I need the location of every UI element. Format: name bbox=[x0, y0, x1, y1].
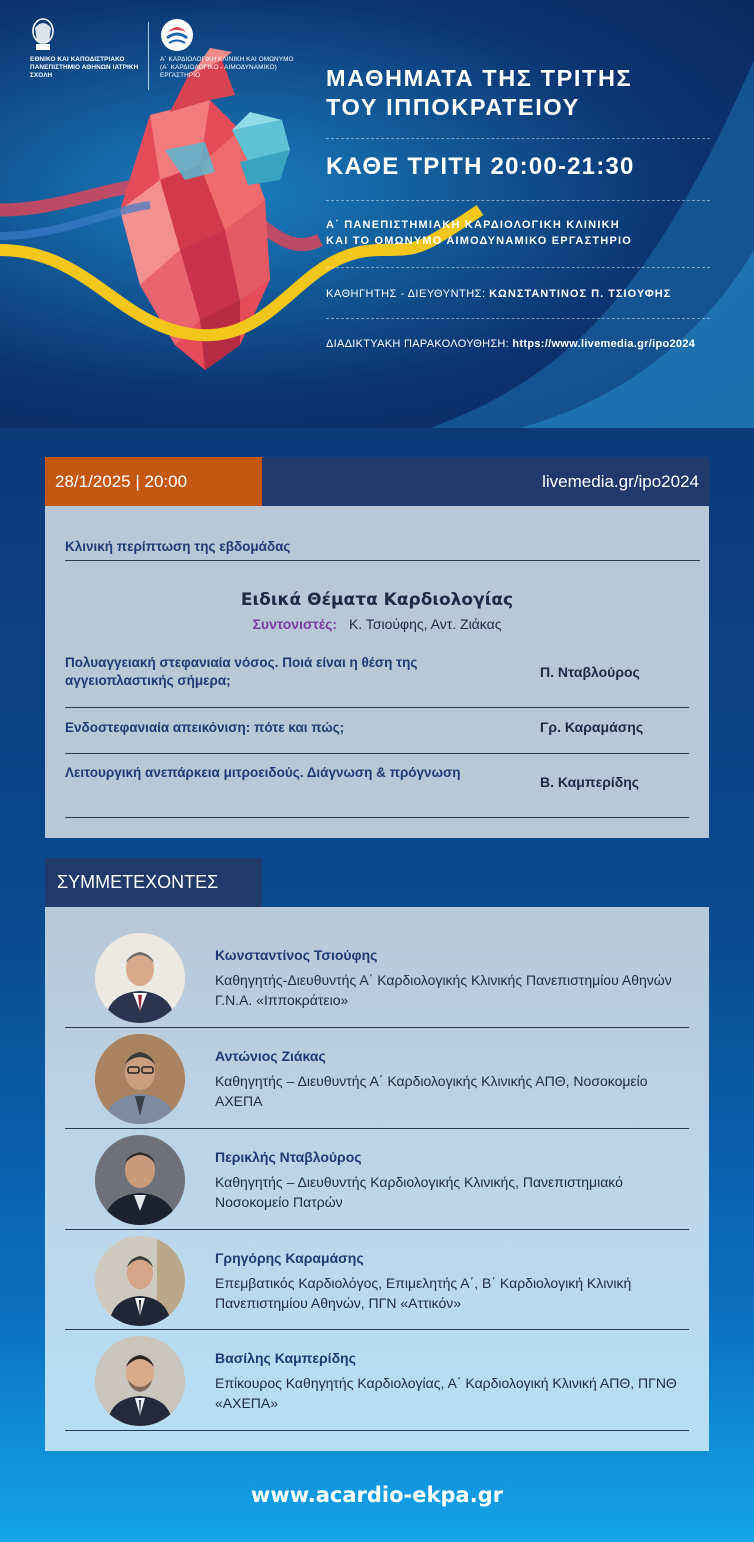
footer-website-link[interactable]: www.acardio-ekpa.gr bbox=[250, 1483, 504, 1507]
participants-panel bbox=[45, 907, 709, 1451]
university-logo bbox=[30, 18, 150, 80]
participant-role: Επίκουρος Καθηγητής Καρδιολογίας, Α΄ Καρδιολογική Κλινική ΑΠΘ, ΠΓΝΘ «ΑΧΕΠΑ» bbox=[215, 1375, 677, 1411]
participant-name: Κωνσταντίνος Τσιούφης bbox=[215, 947, 378, 963]
university-name: ΕΘΝΙΚΟ ΚΑΙ ΚΑΠΟΔΙΣΤΡΙΑΚΟ ΠΑΝΕΠΙΣΤΗΜΙΟ ΑΘΗΝΩΝ ΙΑΤΡΙΚΗ ΣΧΟΛΗ bbox=[30, 56, 139, 79]
participants-heading: ΣΥΜΜΕΤΕΧΟΝΤΕΣ bbox=[45, 858, 262, 907]
participant-role: Καθηγητής-Διευθυντής Α΄ Καρδιολογικής Κλινικής Πανεπιστημίου Αθηνών Γ.Ν.Α. «Ιπποκράτειο» bbox=[215, 972, 672, 1008]
participant-card bbox=[45, 1135, 709, 1236]
online-url-link[interactable]: https://www.livemedia.gr/ipo2024 bbox=[512, 338, 696, 350]
person-photo-icon bbox=[95, 933, 185, 1023]
participant-card bbox=[45, 1034, 709, 1135]
clinic-emblem-icon bbox=[160, 18, 194, 52]
person-photo-icon bbox=[95, 1135, 185, 1225]
divider bbox=[65, 1027, 689, 1028]
online-line bbox=[326, 338, 695, 350]
participant-card bbox=[45, 1336, 709, 1437]
event-panel bbox=[45, 506, 709, 838]
talk-speaker: Π. Νταβλούρος bbox=[540, 664, 640, 680]
online-label: ΔΙΑΔΙΚΤΥΑΚΗ ΠΑΡΑΚΟΛΟΥΘΗΣΗ: bbox=[326, 338, 510, 350]
divider bbox=[65, 560, 700, 561]
divider bbox=[65, 707, 689, 708]
participant-name: Βασίλης Καμπερίδης bbox=[215, 1350, 356, 1366]
avatar bbox=[95, 1336, 185, 1426]
divider bbox=[65, 817, 689, 818]
coordinators-label: Συντονιστές: bbox=[252, 616, 338, 632]
section-heading: Κλινική περίπτωση της εβδομάδας bbox=[65, 539, 291, 554]
coordinators-names: Κ. Τσιούφης, Αντ. Ζιάκας bbox=[348, 616, 502, 632]
avatar bbox=[95, 1236, 185, 1326]
schedule: ΚΑΘΕ ΤΡΙΤΗ 20:00-21:30 bbox=[326, 153, 635, 180]
director-line bbox=[326, 288, 671, 300]
talk-title: Πολυαγγειακή στεφανιαία νόσος. Ποιά είναι η θέση της αγγειοπλαστικής σήμερα; bbox=[65, 655, 418, 688]
series-title-line1: ΜΑΘΗΜΑΤΑ ΤΗΣ ΤΡΙΤΗΣ bbox=[326, 65, 633, 91]
series-title-line2: ΤΟΥ ΙΠΠΟΚΡΑΤΕΙΟΥ bbox=[326, 94, 580, 120]
participant-name: Περικλής Νταβλούρος bbox=[215, 1149, 362, 1165]
participant-role: Καθηγητής – Διευθυντής Καρδιολογικής Κλινικής, Πανεπιστημιακό Νοσοκομείο Πατρών bbox=[215, 1174, 623, 1210]
divider bbox=[65, 1329, 689, 1330]
divider bbox=[65, 1128, 689, 1129]
talk-title: Λειτουργική ανεπάρκεια μιτροειδούς. Διάγνωση & πρόγνωση bbox=[65, 765, 461, 780]
director-name: ΚΩΝΣΤΑΝΤΙΝΟΣ Π. ΤΣΙΟΥΦΗΣ bbox=[489, 288, 672, 300]
avatar bbox=[95, 933, 185, 1023]
athena-emblem-icon bbox=[30, 18, 56, 52]
talk-title: Ενδοστεφανιαία απεικόνιση: πότε και πώς; bbox=[65, 720, 345, 735]
talk-speaker: Β. Καμπερίδης bbox=[540, 774, 640, 790]
clinic-name bbox=[326, 217, 632, 249]
header-banner bbox=[0, 0, 754, 428]
clinic-logo bbox=[160, 18, 300, 80]
event-header-bar bbox=[45, 457, 709, 506]
divider bbox=[65, 753, 689, 754]
participant-card bbox=[45, 933, 709, 1034]
divider bbox=[65, 1430, 689, 1431]
participant-role: Καθηγητής – Διευθυντής Α΄ Καρδιολογικής Κλινικής ΑΠΘ, Νοσοκομείο ΑΧΕΠΑ bbox=[215, 1073, 648, 1109]
separator bbox=[326, 267, 710, 268]
person-photo-icon bbox=[95, 1034, 185, 1124]
separator bbox=[326, 138, 710, 139]
director-label: ΚΑΘΗΓΗΤΗΣ - ΔΙΕΥΘΥΝΤΗΣ: bbox=[326, 288, 486, 300]
coordinators bbox=[45, 616, 709, 632]
avatar bbox=[95, 1034, 185, 1124]
talk-speaker: Γρ. Καραμάσης bbox=[540, 719, 644, 735]
separator bbox=[326, 200, 710, 201]
clinic-logo-text: Α΄ ΚΑΡΔΙΟΛΟΓΙΚΗ ΚΛΙΝΙΚΗ ΚΑΙ ΟΜΩΝΥΜΟ (Α΄ ΚΑΡΔΙΟΛΟΓΙΚΟ - ΑΙΜΟΔΥΝΑΜΙΚΟ) ΕΡΓΑΣΤΗΡΙΟ bbox=[160, 56, 294, 79]
separator bbox=[326, 318, 710, 319]
participant-name: Γρηγόρης Καραμάσης bbox=[215, 1250, 364, 1266]
clinic-line1: Α΄ ΠΑΝΕΠΙΣΤΗΜΙΑΚΗ ΚΑΡΔΙΟΛΟΓΙΚΗ ΚΛΙΝΙΚΗ bbox=[326, 219, 620, 231]
participant-name: Αντώνιος Ζιάκας bbox=[215, 1048, 326, 1064]
participant-card bbox=[45, 1236, 709, 1337]
session-title: Ειδικά Θέματα Καρδιολογίας bbox=[240, 590, 514, 610]
participant-role: Επεμβατικός Καρδιολόγος, Επιμελητής Α΄, Β΄ Καρδιολογική Κλινική Πανεπιστημίου Αθηνών, ΠΓΝ «Αττικόν» bbox=[215, 1275, 632, 1311]
divider bbox=[65, 1229, 689, 1230]
clinic-line2: ΚΑΙ ΤΟ ΟΜΩΝΥΜΟ ΑΙΜΟΔΥΝΑΜΙΚΟ ΕΡΓΑΣΤΗΡΙΟ bbox=[326, 235, 632, 247]
person-photo-icon bbox=[95, 1236, 185, 1326]
avatar bbox=[95, 1135, 185, 1225]
event-url-link[interactable]: livemedia.gr/ipo2024 bbox=[542, 472, 699, 491]
series-title bbox=[326, 64, 632, 122]
person-photo-icon bbox=[95, 1336, 185, 1426]
event-date: 28/1/2025 | 20:00 bbox=[45, 457, 262, 506]
